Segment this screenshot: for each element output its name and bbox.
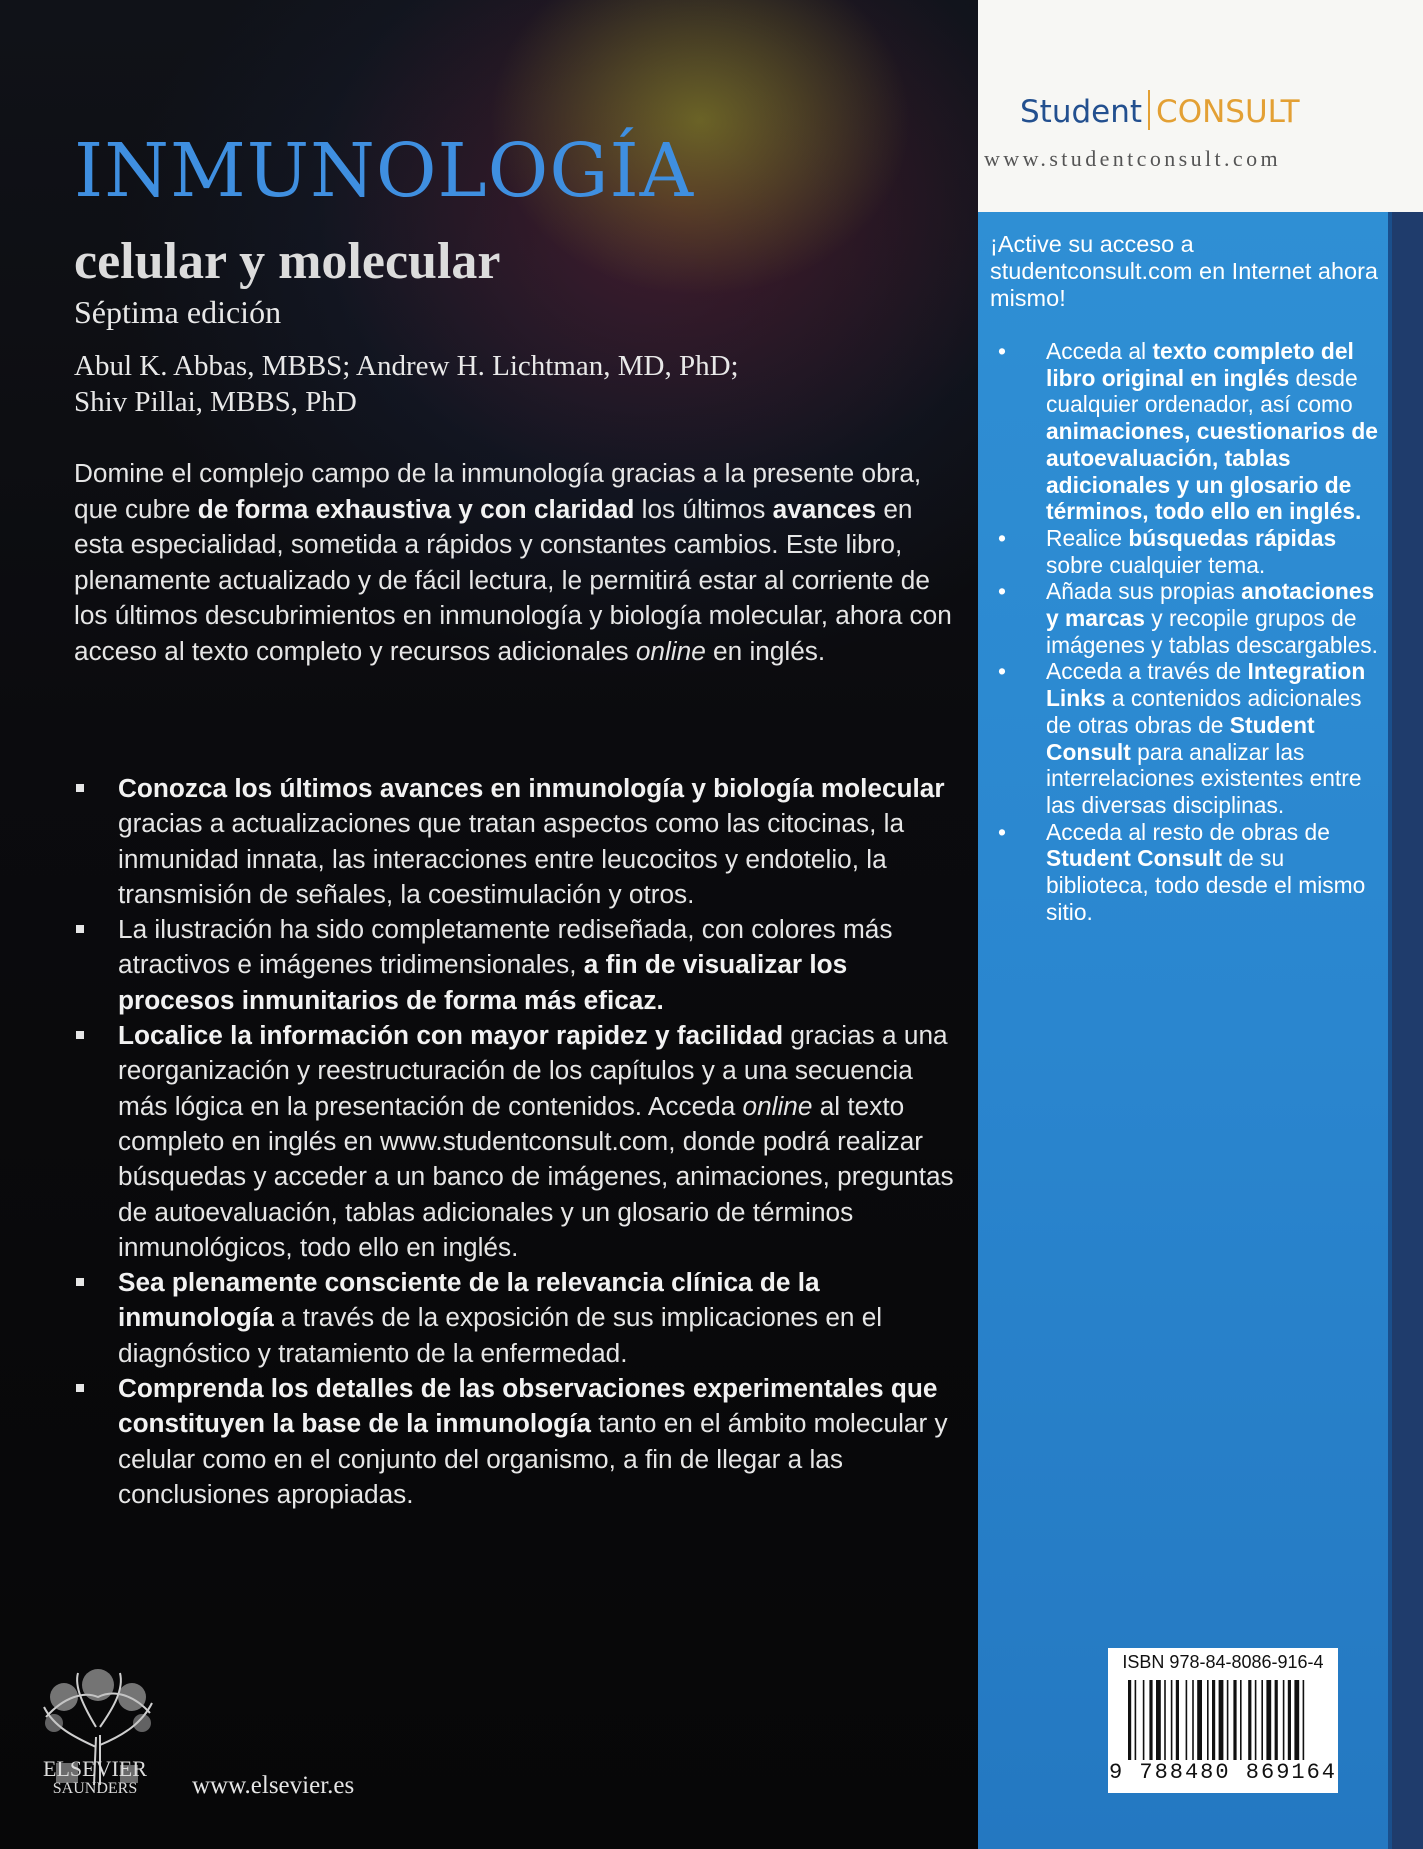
intro-text: en inglés. bbox=[705, 635, 826, 666]
isbn-label: ISBN 978-84-8086-916-4 bbox=[1122, 1652, 1324, 1672]
item-text: y recopile grupos de imágenes y tablas descargables. bbox=[1046, 605, 1379, 658]
barcode-bar bbox=[1275, 1680, 1278, 1760]
isbn-barcode-box bbox=[1108, 1648, 1338, 1793]
barcode-bar bbox=[1212, 1680, 1215, 1760]
barcode-bar bbox=[1171, 1680, 1173, 1760]
barcode-bar bbox=[1248, 1680, 1251, 1760]
barcode-bar bbox=[1135, 1680, 1137, 1760]
bullet-icon: • bbox=[998, 578, 1006, 605]
barcode-bar bbox=[1303, 1680, 1305, 1760]
barcode-bar bbox=[1283, 1680, 1285, 1760]
barcode-bar bbox=[1143, 1680, 1145, 1760]
publisher-url: www.elsevier.es bbox=[192, 1772, 355, 1799]
bullet-icon: • bbox=[998, 818, 1006, 845]
item-text: sobre cualquier tema. bbox=[1046, 551, 1266, 578]
item-text: Acceda al resto de obras de bbox=[1046, 818, 1330, 845]
bullet-bold: Localice la información con mayor rapidez y facilidad bbox=[118, 1020, 784, 1051]
publisher-name: ELSEVIER bbox=[43, 1756, 147, 1781]
item-bold: texto completo del libro original en inglés bbox=[1046, 338, 1354, 391]
square-bullet-icon bbox=[76, 1031, 84, 1039]
intro-bold: avances bbox=[772, 493, 877, 524]
bullet-text: gracias a actualizaciones que tratan aspectos como las citocinas, la inmunidad innata, las interacciones entre leucocitos y endotelio, la transmisión de señales, la coestimulación y otros. bbox=[118, 808, 905, 909]
item-text: Realice bbox=[1046, 524, 1129, 551]
list-item bbox=[74, 912, 954, 1018]
bullet-icon: • bbox=[998, 338, 1006, 364]
barcode-bar bbox=[1128, 1680, 1131, 1760]
barcode-bar bbox=[1266, 1680, 1271, 1760]
bullet-text: tanto en el ámbito molecular y celular como en el conjunto del organismo, a fin de llegar a las conclusiones apropiadas. bbox=[118, 1408, 948, 1509]
bullet-bold: Conozca los últimos avances en inmunología y biología molecular bbox=[118, 773, 945, 803]
brand-consult: CONSULT bbox=[1156, 94, 1300, 130]
bullet-text: La ilustración ha sido completamente rediseñada, con colores más atractivos e imágenes tridimensionales, bbox=[118, 914, 893, 980]
student-consult-features bbox=[990, 338, 1388, 925]
barcode-bar bbox=[1255, 1680, 1257, 1760]
isbn-digits: 9 788480 869164 bbox=[1108, 1760, 1338, 1785]
intro-bold: de forma exhaustiva y con claridad bbox=[197, 493, 635, 524]
barcode-bar bbox=[1227, 1680, 1229, 1760]
authors-line-2: Shiv Pillai, MBBS, PhD bbox=[74, 386, 357, 418]
barcode-bar bbox=[1149, 1680, 1152, 1760]
square-bullet-icon bbox=[76, 1384, 84, 1392]
student-consult-url: www.studentconsult.com bbox=[984, 146, 1282, 171]
list-item bbox=[74, 1265, 954, 1371]
activate-access-text: ¡Active su acceso a studentconsult.com en Internet ahora mismo! bbox=[990, 231, 1378, 311]
intro-paragraph bbox=[74, 456, 954, 669]
square-bullet-icon bbox=[76, 925, 84, 933]
brand-student: Student bbox=[1020, 94, 1143, 130]
barcode-bar bbox=[1186, 1680, 1188, 1760]
item-text: para analizar las interrelaciones existentes entre las diversas disciplinas. bbox=[1046, 738, 1362, 818]
intro-text: los últimos bbox=[634, 493, 773, 524]
item-bold: animaciones, cuestionarios de autoevaluación, tablas adicionales y un glosario de términos, todo ello en inglés. bbox=[1046, 418, 1378, 525]
feature-list bbox=[74, 771, 954, 1512]
item-text: a contenidos adicionales de otras obras de bbox=[1046, 685, 1362, 738]
intro-italic: online bbox=[635, 635, 706, 666]
spine-stripe bbox=[1392, 212, 1423, 1849]
bullet-text: al texto completo en inglés en www.studentconsult.com, donde podrá realizar búsquedas y acceder a un banco de imágenes, animaciones, preguntas de autoevaluación, tablas adicionales y un glosario de términos inmunológicos, todo ello en inglés. bbox=[118, 1090, 954, 1262]
edition-label: Séptima edición bbox=[74, 294, 282, 330]
authors bbox=[74, 348, 954, 420]
barcode-bar bbox=[1192, 1680, 1194, 1760]
item-text: Acceda al bbox=[1046, 338, 1153, 364]
authors-line-1: Abul K. Abbas, MBBS; Andrew H. Lichtman, MD, PhD; bbox=[74, 350, 739, 382]
bullet-bold: a fin de visualizar los procesos inmunitarios de forma más eficaz. bbox=[118, 949, 848, 1015]
list-item bbox=[990, 658, 1388, 818]
list-item bbox=[990, 578, 1388, 658]
item-bold: anotaciones y marcas bbox=[1046, 578, 1375, 632]
list-item bbox=[990, 525, 1388, 578]
intro-text: Domine el complejo campo de la inmunología gracias a la presente obra, que cubre bbox=[74, 458, 922, 524]
barcode-bar bbox=[1294, 1680, 1299, 1760]
barcode-icon bbox=[1128, 1680, 1328, 1760]
bullet-text: a través de la exposición de sus implicaciones en el diagnóstico y tratamiento de la enfermedad. bbox=[118, 1302, 883, 1368]
student-consult-panel bbox=[978, 0, 1423, 1849]
publisher-imprint: SAUNDERS bbox=[52, 1780, 138, 1797]
brand-divider bbox=[1148, 90, 1150, 130]
item-bold: búsquedas rápidas bbox=[1128, 524, 1337, 551]
barcode-bar bbox=[1156, 1680, 1161, 1760]
book-subtitle: celular y molecular bbox=[74, 233, 501, 290]
book-title: INMUNOLOGÍA bbox=[74, 128, 695, 214]
student-consult-logo bbox=[1020, 90, 1300, 130]
list-item bbox=[74, 1018, 954, 1265]
square-bullet-icon bbox=[76, 784, 84, 792]
list-item bbox=[990, 338, 1388, 525]
student-consult-header bbox=[978, 0, 1423, 212]
bullet-icon: • bbox=[998, 658, 1006, 685]
item-bold: Integration Links bbox=[1046, 658, 1366, 712]
list-item bbox=[74, 771, 954, 912]
intro-text: en esta especialidad, sometida a rápidos y constantes cambios. Este libro, plenamente actualizado y de fácil lectura, le permitirá estar al corriente de los últimos descubrimientos en inmunología y biología molecular, ahora con acceso al texto completo y recursos adicionales bbox=[74, 493, 952, 666]
bullet-text: gracias a una reorganización y reestructuración de los capítulos y a una secuencia más lógica en la presentación de contenidos. Acceda bbox=[118, 1020, 948, 1121]
item-bold: Student Consult bbox=[1046, 711, 1315, 765]
barcode-bar bbox=[1207, 1680, 1209, 1760]
item-bold: Student Consult bbox=[1046, 845, 1223, 872]
barcode-bar bbox=[1240, 1680, 1242, 1760]
barcode-bar bbox=[1176, 1680, 1179, 1760]
bullet-icon: • bbox=[998, 524, 1006, 551]
list-item bbox=[74, 1371, 954, 1512]
bullet-bold: Comprenda los detalles de las observaciones experimentales que constituyen la base de la inmunología bbox=[118, 1373, 938, 1439]
item-text: Añada sus propias bbox=[1046, 578, 1242, 605]
barcode-bar bbox=[1219, 1680, 1224, 1760]
square-bullet-icon bbox=[76, 1278, 84, 1286]
item-text: Acceda a través de bbox=[1046, 658, 1248, 685]
barcode-bar bbox=[1261, 1680, 1263, 1760]
item-text: de su biblioteca, todo desde el mismo sitio. bbox=[1046, 845, 1366, 925]
barcode-bar bbox=[1197, 1680, 1202, 1760]
barcode-bar bbox=[1233, 1680, 1236, 1760]
bullet-italic: online bbox=[742, 1090, 813, 1121]
barcode-bar bbox=[1164, 1680, 1166, 1760]
item-text: desde cualquier ordenador, así como bbox=[1046, 364, 1358, 418]
list-item bbox=[990, 819, 1388, 926]
bullet-bold: Sea plenamente consciente de la relevancia clínica de la inmunología bbox=[118, 1267, 820, 1333]
barcode-bar bbox=[1288, 1680, 1291, 1760]
